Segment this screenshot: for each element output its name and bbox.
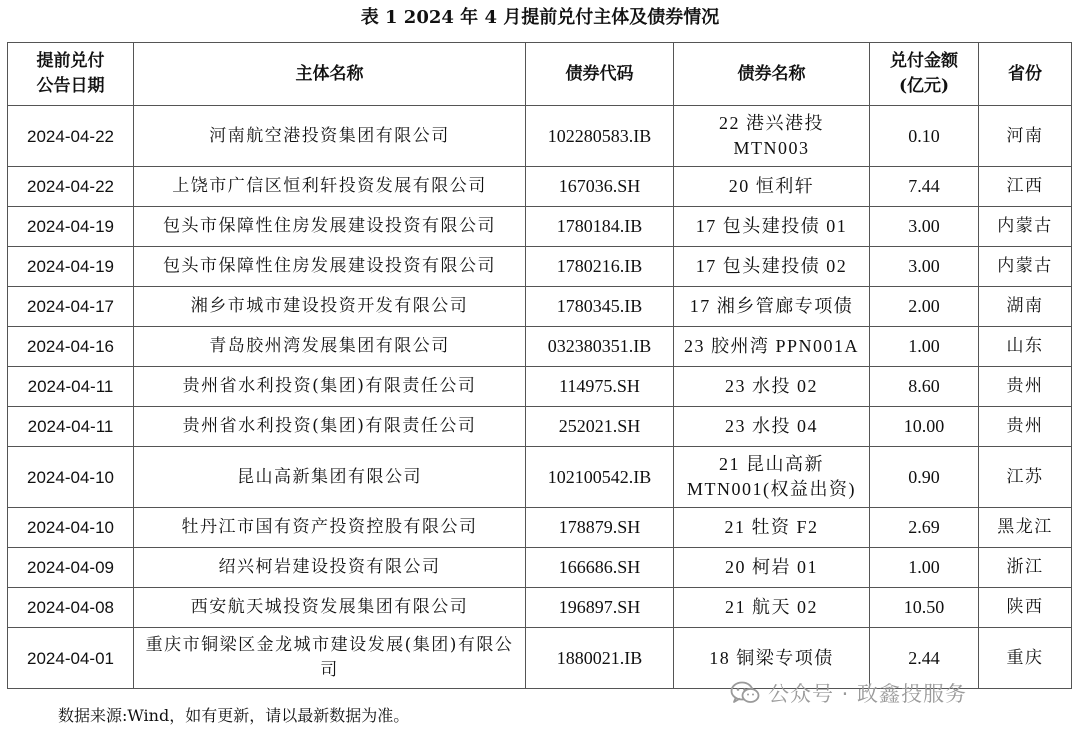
table-row bbox=[8, 167, 1072, 207]
table-row bbox=[8, 207, 1072, 247]
header-date bbox=[8, 43, 134, 106]
cell-date: 2024-04-11 bbox=[8, 407, 134, 447]
header-code: 债券代码 bbox=[526, 43, 674, 106]
cell-date: 2024-04-10 bbox=[8, 508, 134, 548]
cell-bond bbox=[674, 287, 870, 327]
cell-province: 贵州 bbox=[979, 407, 1072, 447]
cell-date: 2024-04-08 bbox=[8, 588, 134, 628]
header-amount-line: (亿元) bbox=[898, 76, 950, 96]
cell-date: 2024-04-22 bbox=[8, 167, 134, 207]
watermark bbox=[730, 679, 967, 707]
cell-province: 内蒙古 bbox=[979, 207, 1072, 247]
cell-bond-line: MTN003 bbox=[733, 138, 810, 158]
cell-amount: 3.00 bbox=[870, 207, 979, 247]
cell-issuer: 上饶市广信区恒利轩投资发展有限公司 bbox=[134, 167, 526, 207]
cell-date: 2024-04-09 bbox=[8, 548, 134, 588]
cell-province: 浙江 bbox=[979, 548, 1072, 588]
cell-date: 2024-04-10 bbox=[8, 447, 134, 508]
cell-province: 江西 bbox=[979, 167, 1072, 207]
cell-bond bbox=[674, 247, 870, 287]
cell-bond-line: 17 包头建投债 01 bbox=[695, 216, 848, 236]
cell-province: 山东 bbox=[979, 327, 1072, 367]
cell-bond bbox=[674, 447, 870, 508]
cell-code: 102100542.IB bbox=[526, 447, 674, 508]
cell-date: 2024-04-16 bbox=[8, 327, 134, 367]
header-bond: 债券名称 bbox=[674, 43, 870, 106]
cell-code: 178879.SH bbox=[526, 508, 674, 548]
table-row bbox=[8, 247, 1072, 287]
cell-amount: 2.69 bbox=[870, 508, 979, 548]
table-body bbox=[8, 106, 1072, 689]
cell-bond bbox=[674, 588, 870, 628]
cell-province: 江苏 bbox=[979, 447, 1072, 508]
cell-bond-line: MTN001(权益出资) bbox=[687, 479, 856, 499]
source-note: 数据来源:Wind，如有更新，请以最新数据为准。 bbox=[58, 706, 410, 725]
cell-amount: 7.44 bbox=[870, 167, 979, 207]
cell-amount: 3.00 bbox=[870, 247, 979, 287]
cell-issuer: 西安航天城投资发展集团有限公司 bbox=[134, 588, 526, 628]
cell-date: 2024-04-01 bbox=[8, 628, 134, 689]
cell-amount: 2.44 bbox=[870, 628, 979, 689]
cell-code: 114975.SH bbox=[526, 367, 674, 407]
cell-bond-line: 23 胶州湾 PPN001A bbox=[683, 336, 860, 356]
cell-bond-line: 21 昆山高新 bbox=[719, 454, 824, 474]
cell-province: 湖南 bbox=[979, 287, 1072, 327]
cell-date: 2024-04-19 bbox=[8, 247, 134, 287]
cell-amount: 0.10 bbox=[870, 106, 979, 167]
cell-bond-line: 21 航天 02 bbox=[725, 597, 818, 617]
cell-bond-line: 20 柯岩 01 bbox=[725, 557, 818, 577]
cell-bond-line: 18 铜梁专项债 bbox=[709, 647, 834, 668]
cell-issuer: 昆山高新集团有限公司 bbox=[134, 447, 526, 508]
cell-bond bbox=[674, 407, 870, 447]
cell-issuer: 河南航空港投资集团有限公司 bbox=[134, 106, 526, 167]
table-header-row bbox=[8, 43, 1072, 106]
cell-code: 166686.SH bbox=[526, 548, 674, 588]
header-amount bbox=[870, 43, 979, 106]
cell-issuer: 贵州省水利投资(集团)有限责任公司 bbox=[134, 367, 526, 407]
cell-date: 2024-04-19 bbox=[8, 207, 134, 247]
cell-date: 2024-04-22 bbox=[8, 106, 134, 167]
cell-amount: 8.60 bbox=[870, 367, 979, 407]
cell-issuer: 贵州省水利投资(集团)有限责任公司 bbox=[134, 407, 526, 447]
table-row bbox=[8, 588, 1072, 628]
watermark-text: 公众号 · 政鑫投服务 bbox=[768, 682, 968, 706]
cell-bond bbox=[674, 327, 870, 367]
table-row bbox=[8, 287, 1072, 327]
cell-amount: 2.00 bbox=[870, 287, 979, 327]
cell-issuer: 青岛胶州湾发展集团有限公司 bbox=[134, 327, 526, 367]
cell-bond bbox=[674, 167, 870, 207]
cell-issuer: 绍兴柯岩建设投资有限公司 bbox=[134, 548, 526, 588]
table-row bbox=[8, 327, 1072, 367]
cell-bond-line: 17 包头建投债 02 bbox=[695, 256, 848, 276]
cell-amount: 10.50 bbox=[870, 588, 979, 628]
cell-code: 032380351.IB bbox=[526, 327, 674, 367]
cell-issuer: 包头市保障性住房发展建设投资有限公司 bbox=[134, 247, 526, 287]
cell-bond-line: 20 恒利轩 bbox=[728, 176, 815, 196]
cell-bond-line: 22 港兴港投 bbox=[719, 113, 824, 133]
table-row bbox=[8, 407, 1072, 447]
cell-code: 1780345.IB bbox=[526, 287, 674, 327]
cell-bond-line: 23 水投 02 bbox=[725, 376, 818, 396]
cell-amount: 1.00 bbox=[870, 548, 979, 588]
cell-province: 内蒙古 bbox=[979, 247, 1072, 287]
table-row bbox=[8, 508, 1072, 548]
cell-province: 陕西 bbox=[979, 588, 1072, 628]
table-row bbox=[8, 548, 1072, 588]
cell-bond bbox=[674, 106, 870, 167]
header-province: 省份 bbox=[979, 43, 1072, 106]
cell-bond bbox=[674, 548, 870, 588]
header-date-line: 提前兑付 bbox=[36, 51, 105, 71]
cell-province: 黑龙江 bbox=[979, 508, 1072, 548]
cell-bond-line: 23 水投 04 bbox=[725, 416, 818, 436]
cell-issuer: 牡丹江市国有资产投资控股有限公司 bbox=[134, 508, 526, 548]
cell-bond bbox=[674, 367, 870, 407]
cell-bond-line: 17 湘乡管廊专项债 bbox=[689, 296, 854, 316]
table-row bbox=[8, 367, 1072, 407]
cell-code: 1780216.IB bbox=[526, 247, 674, 287]
cell-code: 1780184.IB bbox=[526, 207, 674, 247]
cell-province: 河南 bbox=[979, 106, 1072, 167]
header-issuer: 主体名称 bbox=[134, 43, 526, 106]
cell-issuer: 包头市保障性住房发展建设投资有限公司 bbox=[134, 207, 526, 247]
cell-amount: 1.00 bbox=[870, 327, 979, 367]
cell-issuer: 重庆市铜梁区金龙城市建设发展(集团)有限公司 bbox=[134, 628, 526, 689]
table-row bbox=[8, 106, 1072, 167]
cell-code: 167036.SH bbox=[526, 167, 674, 207]
bond-table bbox=[7, 42, 1072, 689]
cell-bond bbox=[674, 508, 870, 548]
cell-province: 重庆 bbox=[979, 628, 1072, 689]
cell-amount: 10.00 bbox=[870, 407, 979, 447]
cell-code: 196897.SH bbox=[526, 588, 674, 628]
cell-code: 1880021.IB bbox=[526, 628, 674, 689]
wechat-icon bbox=[730, 680, 760, 706]
cell-province: 贵州 bbox=[979, 367, 1072, 407]
cell-code: 102280583.IB bbox=[526, 106, 674, 167]
cell-date: 2024-04-11 bbox=[8, 367, 134, 407]
cell-issuer: 湘乡市城市建设投资开发有限公司 bbox=[134, 287, 526, 327]
cell-bond-line: 21 牡资 F2 bbox=[724, 517, 819, 537]
cell-code: 252021.SH bbox=[526, 407, 674, 447]
cell-bond bbox=[674, 207, 870, 247]
cell-amount: 0.90 bbox=[870, 447, 979, 508]
cell-date: 2024-04-17 bbox=[8, 287, 134, 327]
header-amount-line: 兑付金额 bbox=[890, 51, 958, 71]
table-title: 表 1 2024 年 4 月提前兑付主体及债券情况 bbox=[360, 7, 720, 28]
header-date-line: 公告日期 bbox=[36, 76, 105, 96]
table-row bbox=[8, 447, 1072, 508]
